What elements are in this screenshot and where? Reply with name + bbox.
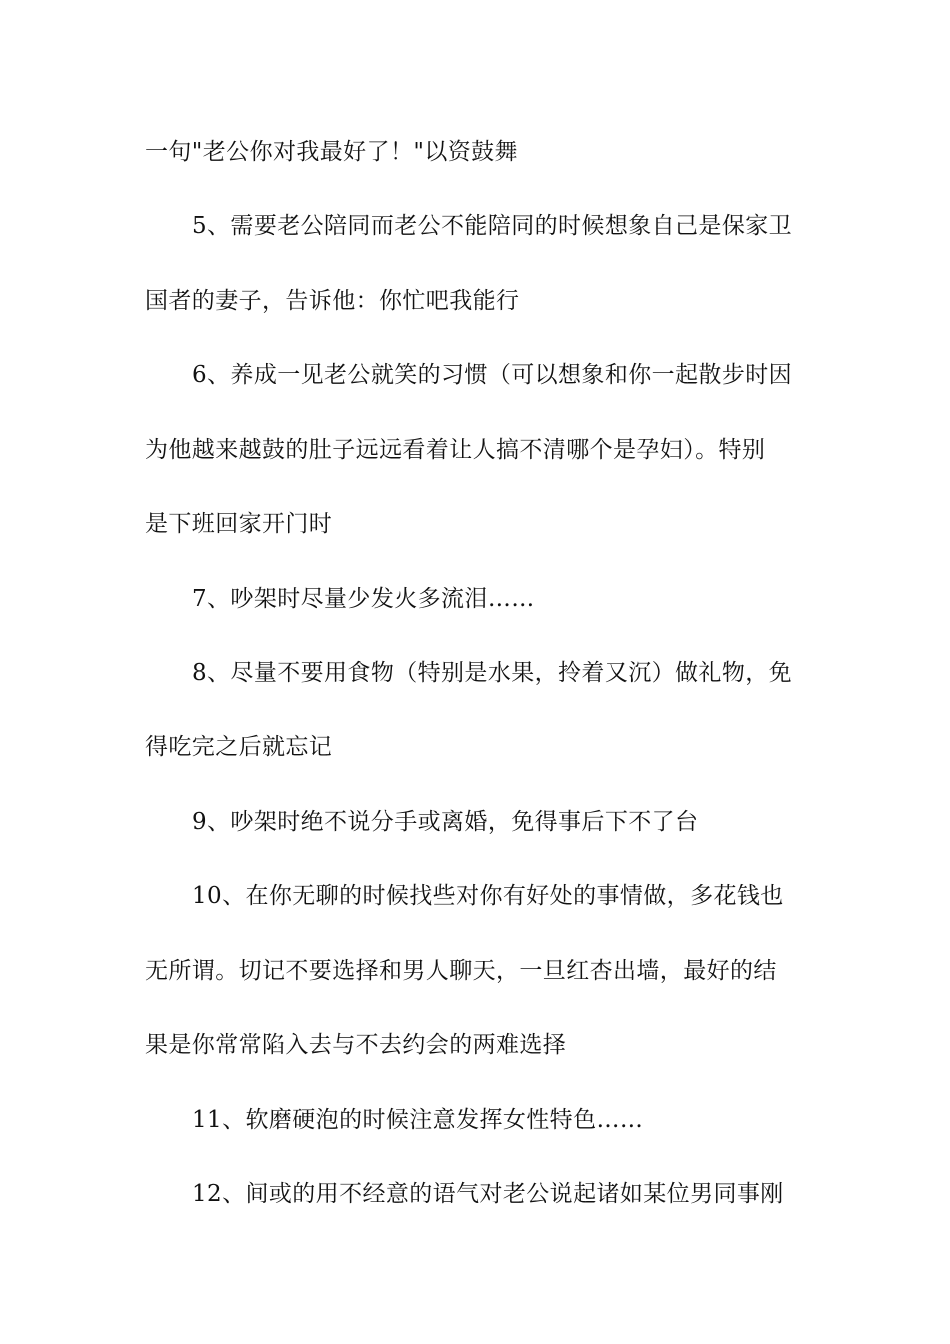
list-item-10-line-3: 果是你常常陷入去与不去约会的两难选择 — [145, 1032, 567, 1058]
list-item-6-line-3: 是下班回家开门时 — [145, 511, 333, 537]
text-line: 一句"老公你对我最好了！"以资鼓舞 — [145, 139, 518, 165]
list-item-6-line-1: 6、养成一见老公就笑的习惯（可以想象和你一起散步时因 — [192, 362, 793, 388]
list-item-11: 11、软磨硬泡的时候注意发挥女性特色…… — [192, 1107, 644, 1133]
list-item-6-line-2: 为他越来越鼓的肚子远远看着让人搞不清哪个是孕妇）。特别 — [145, 437, 766, 463]
list-item-9: 9、吵架时绝不说分手或离婚，免得事后下不了台 — [192, 809, 699, 835]
list-item-12-line-1: 12、间或的用不经意的语气对老公说起诸如某位男同事刚 — [192, 1181, 784, 1207]
list-item-5-line-2: 国者的妻子，告诉他：你忙吧我能行 — [145, 288, 520, 314]
list-item-8-line-2: 得吃完之后就忘记 — [145, 734, 333, 760]
list-item-7: 7、吵架时尽量少发火多流泪…… — [192, 586, 535, 612]
list-item-8-line-1: 8、尽量不要用食物（特别是水果，拎着又沉）做礼物，免 — [192, 660, 793, 686]
list-item-5-line-1: 5、需要老公陪同而老公不能陪同的时候想象自己是保家卫 — [192, 213, 793, 239]
list-item-10-line-1: 10、在你无聊的时候找些对你有好处的事情做，多花钱也 — [192, 883, 784, 909]
list-item-10-line-2: 无所谓。切记不要选择和男人聊天，一旦红杏出墙，最好的结 — [145, 958, 777, 984]
